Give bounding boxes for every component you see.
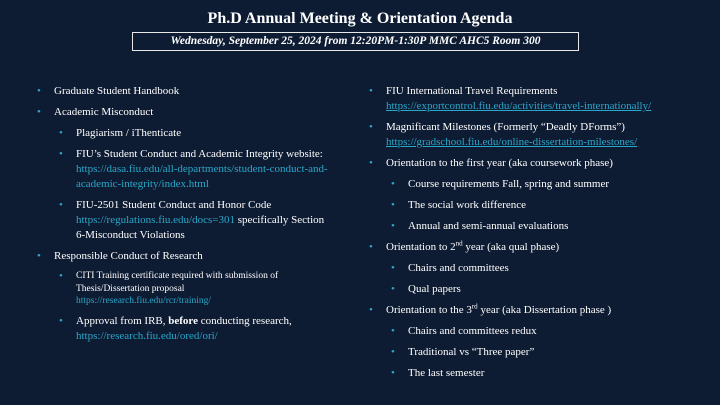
list-item-first-year: • Orientation to the first year (aka coursework phase): [366, 156, 706, 171]
irb-link[interactable]: https://research.fiu.edu/ored/ori/: [76, 329, 218, 342]
citi-link[interactable]: https://research.fiu.edu/rcr/training/: [76, 296, 212, 306]
list-item-misconduct: • Academic Misconduct: [34, 105, 334, 120]
right-column: [366, 84, 706, 387]
milestones-link[interactable]: https://gradschool.fiu.edu/online-dissertation-milestones/: [386, 136, 638, 148]
list-item-citi: • CITI Training certificate required with submission of Thesis/Dissertation proposal https://research.fiu.edu/rcr/training/: [56, 270, 334, 308]
list-item-second-year: • Orientation to 2nd year (aka qual phase): [366, 240, 706, 255]
list-item-fy: • Annual and semi-annual evaluations: [388, 219, 706, 234]
list-item-milestones: • Magnificant Milestones (Formerly “Deadly DForms”) https://gradschool.fiu.edu/online-dissertation-milestones/: [366, 120, 706, 150]
slide-subtitle: Wednesday, September 25, 2024 from 12:20PM-1:30P MMC AHC5 Room 300: [132, 32, 579, 51]
list-item-conduct: • FIU’s Student Conduct and Academic Integrity website: https://dasa.fiu.edu/all-departments/student-conduct-and-academic-integrity/index.html: [56, 147, 334, 192]
conduct-link[interactable]: https://dasa.fiu.edu/all-departments/student-conduct-and-academic-integrity/index.html: [76, 163, 328, 190]
list-item-fy: • Course requirements Fall, spring and summer: [388, 177, 706, 192]
left-column: [34, 84, 334, 350]
list-item-rcr: • Responsible Conduct of Research: [34, 249, 334, 264]
list-item-ty: • Chairs and committees redux: [388, 324, 706, 339]
list-item-plagiarism: • Plagiarism / iThenticate: [56, 126, 334, 141]
travel-link[interactable]: https://exportcontrol.fiu.edu/activities/travel-internationally/: [386, 100, 652, 112]
list-item-ty: • Traditional vs “Three paper”: [388, 345, 706, 360]
list-item-sy: • Chairs and committees: [388, 261, 706, 276]
list-item-sy: • Qual papers: [388, 282, 706, 297]
list-item-handbook: • Graduate Student Handbook: [34, 84, 334, 99]
fiu2501-link[interactable]: https://regulations.fiu.edu/docs=301: [76, 214, 235, 226]
list-item-third-year: • Orientation to the 3rd year (aka Dissertation phase ): [366, 303, 706, 318]
slide-title: Ph.D Annual Meeting & Orientation Agenda: [207, 10, 513, 27]
list-item-irb: • Approval from IRB, before conducting research, https://research.fiu.edu/ored/ori/: [56, 314, 334, 344]
list-item-fiu2501: • FIU-2501 Student Conduct and Honor Code https://regulations.fiu.edu/docs=301 specifically Section 6-Misconduct Violations: [56, 198, 334, 243]
list-item-travel: • FIU International Travel Requirements https://exportcontrol.fiu.edu/activities/travel-internationally/: [366, 84, 706, 114]
list-item-ty: • The last semester: [388, 366, 706, 381]
list-item-fy: • The social work difference: [388, 198, 706, 213]
